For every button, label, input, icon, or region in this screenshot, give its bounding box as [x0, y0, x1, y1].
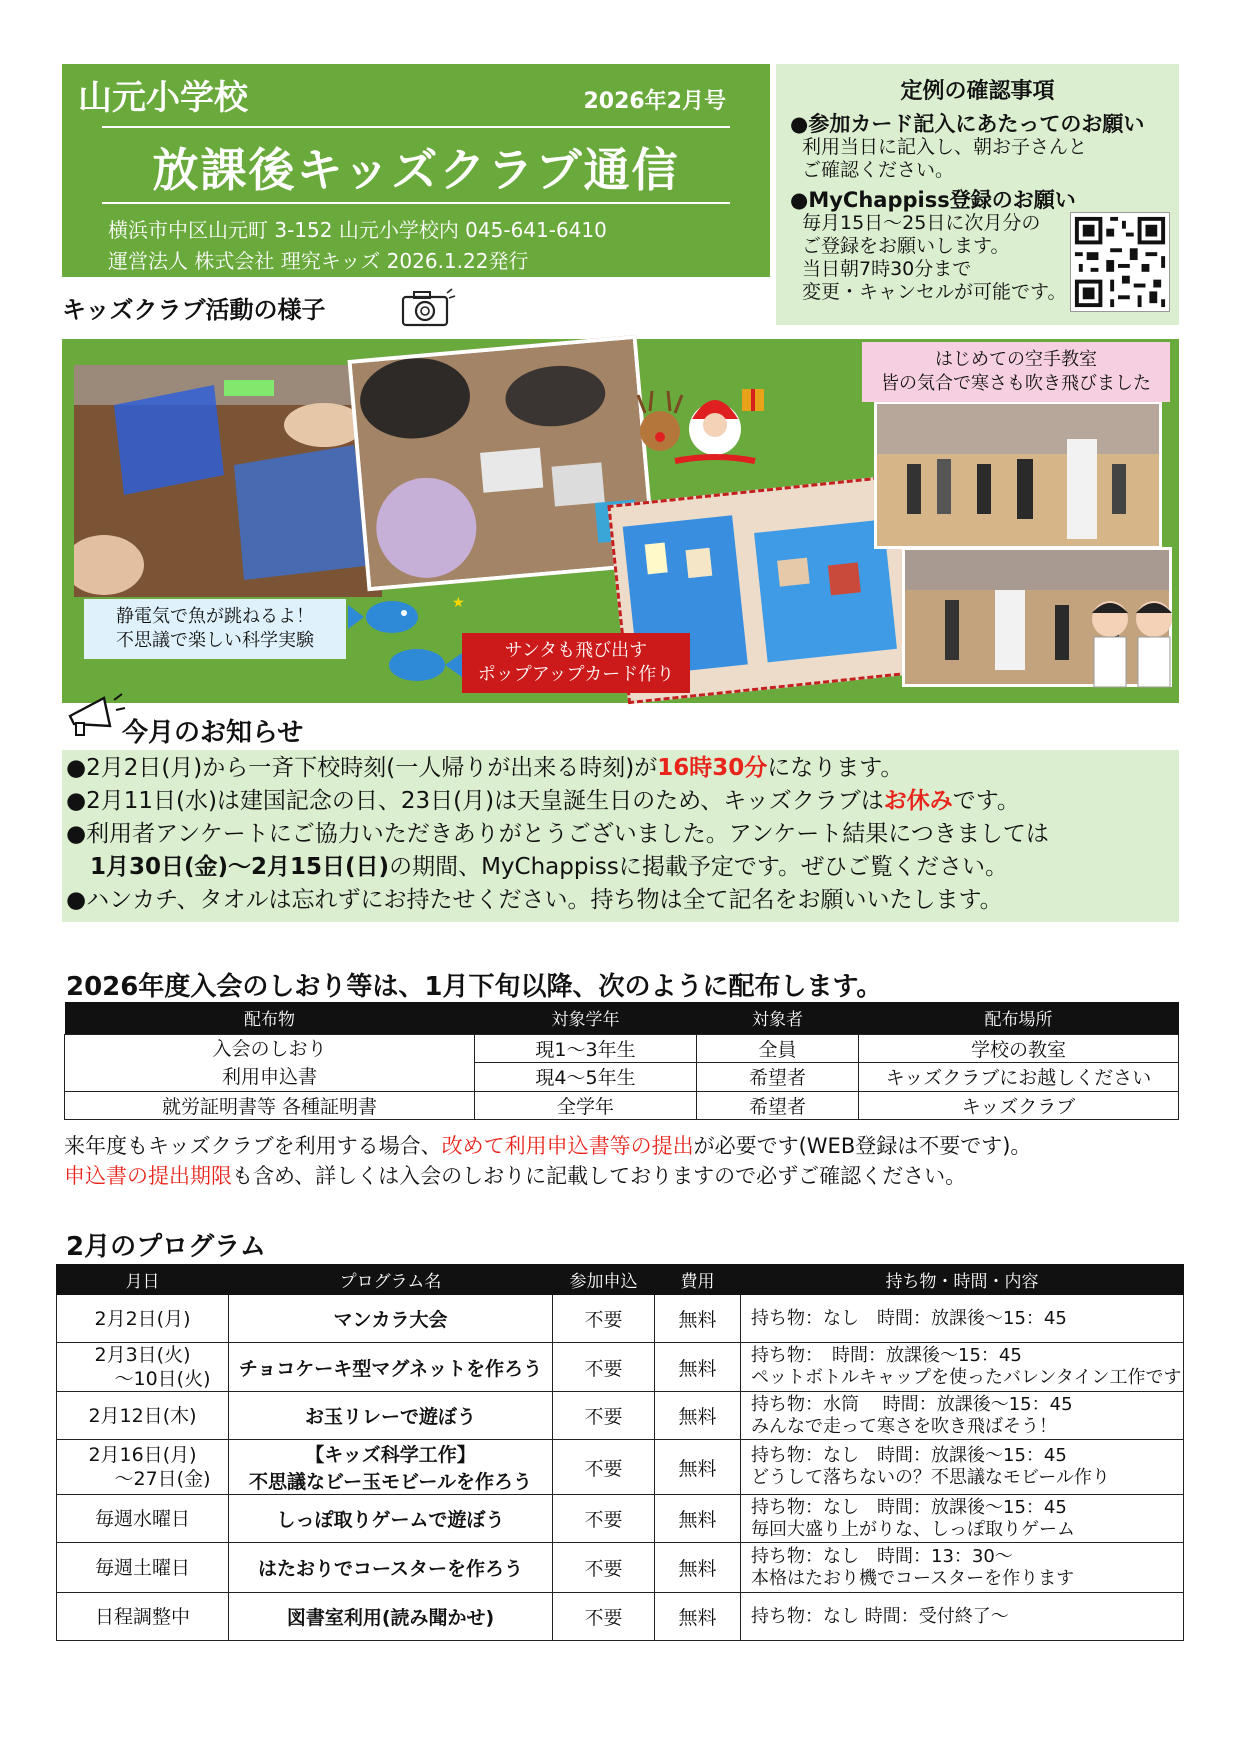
details-cell-line: 持ち物：なし 時間：放課後～15：45 — [751, 1445, 1067, 1466]
issue-date: 2026年2月号 — [583, 89, 726, 114]
fee-cell-line: 無料 — [678, 1357, 717, 1380]
column-header: 対象学年 — [475, 1002, 697, 1034]
caption-science — [84, 599, 346, 659]
note-line: 毎月15日～25日に次月分の — [802, 212, 1041, 234]
details-cell — [741, 1392, 1184, 1440]
distribution-note-1: 来年度もキッズクラブを利用する場合、改めて利用申込書等の提出が必要です(WEB登録は不要です)。 — [64, 1134, 1032, 1158]
activity-photo-panel — [62, 339, 1179, 703]
date-cell — [57, 1593, 229, 1641]
school-name: 山元小学校 — [78, 78, 248, 118]
details-cell-line: みんなで走って寒さを吹き飛ばそう！ — [751, 1415, 1057, 1437]
details-cell-line: 本格はたおり機でコースターを作ります — [751, 1567, 1075, 1589]
notice-item-belongings: ●ハンカチ、タオルは忘れずにお持たせください。持ち物は全て記名をお願いいたします。 — [66, 887, 1003, 913]
program-name-cell — [229, 1440, 553, 1495]
details-cell — [741, 1543, 1184, 1593]
notice-heading: 今月のお知らせ — [122, 718, 304, 748]
fee-cell-line: 無料 — [678, 1309, 717, 1331]
program-name-cell-line: しっぽ取りゲームで遊ぼう — [276, 1509, 505, 1531]
details-cell-line: 持ち物：なし 時間：受付終了～ — [751, 1605, 1009, 1627]
details-cell-line: 毎回大盛り上がりな、しっぽ取りゲーム — [751, 1518, 1075, 1540]
notice-item-holiday: ●2月11日(水)は建国記念の日、23日(月)は天皇誕生日のため、キッズクラブはお休みです。 — [66, 788, 1020, 814]
table-cell: 全員 — [697, 1034, 859, 1063]
fee-cell — [655, 1593, 741, 1641]
table-cell: 希望者 — [697, 1063, 859, 1092]
routine-notes-box — [776, 64, 1179, 325]
apply-cell-line: 不要 — [584, 1607, 623, 1629]
newsletter-header — [62, 64, 770, 277]
table-row — [57, 1440, 1184, 1495]
table-row — [57, 1392, 1184, 1440]
table-row — [57, 1543, 1184, 1593]
table-cell: キッズクラブにお越しください — [859, 1063, 1179, 1092]
date-cell — [57, 1295, 229, 1343]
column-header: 持ち物・時間・内容 — [741, 1265, 1184, 1295]
program-name-cell — [229, 1392, 553, 1440]
program-name-cell-line: はたおりでコースターを作ろう — [257, 1558, 524, 1580]
date-cell-line: 2月3日(火) — [94, 1344, 191, 1366]
details-cell-line: 持ち物：水筒 時間：放課後～15：45 — [751, 1393, 1073, 1415]
fee-cell — [655, 1543, 741, 1593]
fee-cell — [655, 1295, 741, 1343]
fee-cell-line: 無料 — [678, 1607, 717, 1629]
program-name-cell — [229, 1543, 553, 1593]
table-row — [65, 1091, 1179, 1119]
santa-reindeer-illustration — [630, 381, 770, 471]
notice-item-survey: ●利用者アンケートにご協力いただきありがとうございました。アンケート結果につきましては — [66, 821, 1049, 847]
note-line: 利用当日に記入し、朝お子さんと — [802, 136, 1088, 158]
program-name-cell — [229, 1295, 553, 1343]
date-cell-line: 毎週水曜日 — [94, 1507, 190, 1530]
table-cell: 希望者 — [697, 1091, 859, 1119]
table-cell: キッズクラブ — [859, 1091, 1179, 1119]
date-cell — [57, 1543, 229, 1593]
fee-cell-line: 無料 — [678, 1509, 717, 1531]
distribution-note-2: 申込書の提出期限も含め、詳しくは入会のしおりに記載しておりますので必ずご確認ください。 — [64, 1164, 967, 1188]
column-header: 月日 — [57, 1265, 229, 1295]
photo-karate-class-1 — [874, 401, 1162, 549]
details-cell-line: 持ち物： 時間：放課後～15：45 — [751, 1345, 1022, 1366]
table-row — [57, 1343, 1184, 1392]
date-cell-line: ～27日(金) — [114, 1468, 211, 1490]
apply-cell — [553, 1295, 655, 1343]
notice-box — [62, 750, 1179, 922]
table-header-row — [57, 1265, 1184, 1295]
date-cell-line: 2月2日(月) — [94, 1307, 191, 1330]
program-name-cell — [229, 1495, 553, 1543]
header-rule-bottom — [102, 202, 730, 204]
caption-karate-line2: 皆の気合で寒さも吹き飛びました — [881, 373, 1151, 394]
table-cell: 現4～5年生 — [475, 1063, 697, 1092]
apply-cell — [553, 1343, 655, 1392]
apply-cell — [553, 1392, 655, 1440]
apply-cell-line: 不要 — [584, 1509, 623, 1531]
program-table — [56, 1264, 1184, 1641]
caption-karate — [862, 342, 1170, 402]
fish-illustration — [342, 577, 482, 689]
megaphone-icon — [64, 690, 126, 738]
column-header: 参加申込 — [553, 1265, 655, 1295]
date-cell-line: ～10日(火) — [114, 1368, 211, 1390]
routine-notes-title: 定例の確認事項 — [900, 79, 1055, 104]
table-row — [57, 1593, 1184, 1641]
column-header: 配布物 — [65, 1002, 475, 1034]
apply-cell — [553, 1543, 655, 1593]
date-cell — [57, 1343, 229, 1392]
fee-cell — [655, 1392, 741, 1440]
date-cell — [57, 1392, 229, 1440]
column-header: 費用 — [655, 1265, 741, 1295]
table-header-row — [65, 1002, 1179, 1034]
caption-science-line1: 静電気で魚が跳ねるよ！ — [116, 606, 314, 627]
header-rule-top — [102, 126, 730, 128]
caption-science-line2: 不思議で楽しい科学実験 — [116, 630, 314, 651]
apply-cell-line: 不要 — [584, 1309, 623, 1331]
details-cell — [741, 1440, 1184, 1495]
date-cell-line: 日程調整中 — [94, 1605, 190, 1628]
details-cell — [741, 1343, 1184, 1392]
details-cell — [741, 1295, 1184, 1343]
caption-santa-line1: サンタも飛び出す — [504, 640, 648, 661]
note-heading-mychappiss: ●MyChappiss登録のお願い — [790, 188, 1076, 212]
program-name-cell-line: 図書室利用(読み聞かせ) — [286, 1607, 495, 1629]
date-cell — [57, 1440, 229, 1495]
details-cell — [741, 1593, 1184, 1641]
details-cell-line: 持ち物：なし 時間：放課後～15：45 — [751, 1496, 1067, 1518]
distribution-item: 利用申込書 — [221, 1065, 317, 1088]
caption-santa — [462, 633, 690, 693]
note-heading-card: ●参加カード記入にあたってのお願い — [790, 112, 1145, 136]
distribution-heading: 2026年度入会のしおり等は、1月下旬以降、次のように配布します。 — [66, 972, 883, 1002]
apply-cell — [553, 1495, 655, 1543]
note-line: 当日朝7時30分まで — [802, 258, 972, 280]
distribution-table — [64, 1002, 1179, 1120]
fee-cell-line: 無料 — [678, 1406, 717, 1428]
qr-code-icon[interactable] — [1070, 212, 1170, 312]
table-row — [57, 1295, 1184, 1343]
program-name-cell — [229, 1593, 553, 1641]
apply-cell — [553, 1440, 655, 1495]
fee-cell — [655, 1495, 741, 1543]
table-row — [57, 1495, 1184, 1543]
caption-santa-line2: ポップアップカード作り — [477, 664, 675, 685]
apply-cell-line: 不要 — [584, 1457, 623, 1480]
svg-text:★: ★ — [452, 595, 465, 611]
date-cell-line: 2月16日(月) — [88, 1444, 197, 1466]
photo-science-experiment — [74, 365, 382, 597]
camera-icon — [400, 288, 456, 328]
note-line: 変更・キャンセルが可能です。 — [802, 281, 1067, 303]
program-name-cell-line: 不思議なビー玉モビールを作ろう — [248, 1471, 533, 1493]
notice-item-survey-period: 1月30日(金)～2月15日(日)の期間、MyChappissに掲載予定です。ぜひご覧ください。 — [90, 854, 1008, 880]
program-name-cell — [229, 1343, 553, 1392]
program-name-cell-line: お玉リレーで遊ぼう — [304, 1406, 476, 1428]
fee-cell — [655, 1343, 741, 1392]
apply-cell-line: 不要 — [584, 1357, 623, 1380]
fee-cell-line: 無料 — [678, 1457, 717, 1480]
program-name-cell-line: チョコケーキ型マグネットを作ろう — [238, 1357, 543, 1380]
program-heading: 2月のプログラム — [66, 1232, 266, 1262]
table-row — [65, 1034, 1179, 1063]
operator-line: 運営法人 株式会社 理究キッズ 2026.1.22発行 — [108, 249, 529, 273]
column-header: 配布場所 — [859, 1002, 1179, 1034]
date-cell-line: 毎週土曜日 — [94, 1556, 190, 1579]
details-cell-line: ペットボトルキャップを使ったバレンタイン工作です — [751, 1367, 1182, 1388]
note-line: ご確認ください。 — [802, 159, 955, 181]
table-cell: 学校の教室 — [859, 1034, 1179, 1063]
apply-cell-line: 不要 — [584, 1558, 623, 1580]
program-name-cell-line: 【キッズ科学工作】 — [305, 1444, 476, 1466]
karate-kids-illustration — [1082, 589, 1178, 699]
details-cell-line: どうして落ちないの？不思議なモビール作り — [751, 1467, 1110, 1488]
details-cell-line: 持ち物：なし 時間：放課後～15：45 — [751, 1307, 1067, 1329]
column-header: プログラム名 — [229, 1265, 553, 1295]
apply-cell — [553, 1593, 655, 1641]
table-cell: 全学年 — [475, 1091, 697, 1119]
caption-karate-line1: はじめての空手教室 — [935, 349, 1097, 370]
note-line: ご登録をお願いします。 — [802, 235, 1010, 257]
table-cell: 就労証明書等 各種証明書 — [65, 1091, 475, 1119]
details-cell — [741, 1495, 1184, 1543]
photo-card-making — [347, 335, 656, 591]
details-cell-line: 持ち物：なし 時間：13：30～ — [751, 1545, 1013, 1567]
distribution-item: 入会のしおり — [212, 1037, 327, 1060]
date-cell — [57, 1495, 229, 1543]
address-line: 横浜市中区山元町 3-152 山元小学校内 045-641-6410 — [108, 218, 607, 242]
table-cell — [65, 1034, 475, 1091]
column-header: 対象者 — [697, 1002, 859, 1034]
fee-cell — [655, 1440, 741, 1495]
program-name-cell-line: マンカラ大会 — [333, 1309, 448, 1331]
date-cell-line: 2月12日(木) — [88, 1404, 197, 1427]
newsletter-title: 放課後キッズクラブ通信 — [152, 143, 680, 197]
table-cell: 現1～3年生 — [475, 1034, 697, 1063]
fee-cell-line: 無料 — [678, 1558, 717, 1580]
apply-cell-line: 不要 — [584, 1406, 623, 1428]
activity-heading: キッズクラブ活動の様子 — [62, 296, 326, 324]
notice-item-dismissal: ●2月2日(月)から一斉下校時刻(一人帰りが出来る時刻)が16時30分になります。 — [66, 755, 904, 781]
